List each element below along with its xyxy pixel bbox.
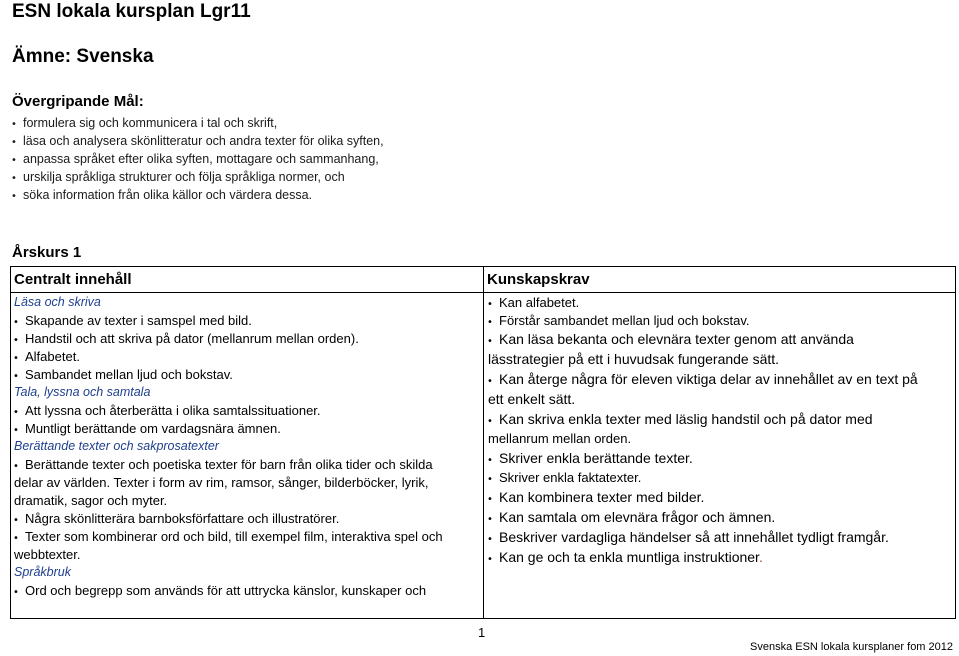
- knowledge-item: • Kan läsa bekanta och elevnära texter genom att använda: [487, 331, 854, 347]
- bullet-icon: •: [487, 455, 493, 466]
- bullet-icon: •: [13, 353, 19, 364]
- bullet-icon: •: [487, 416, 493, 427]
- bullet-icon: •: [11, 191, 17, 202]
- knowledge-item: • Kan återge några för eleven viktiga delar av innehållet av en text på: [487, 371, 918, 387]
- bullet-icon: •: [487, 317, 493, 328]
- bullet-icon: •: [487, 336, 493, 347]
- content-header-cell: [11, 267, 484, 293]
- knowledge-item: • Förstår sambandet mellan ljud och bokstav.: [487, 313, 750, 328]
- content-item: • Att lyssna och återberätta i olika samtalssituationer.: [13, 403, 321, 418]
- bullet-icon: •: [13, 515, 19, 526]
- content-item: • Berättande texter och poetiska texter för barn från olika tider och skilda: [13, 457, 433, 472]
- bullet-icon: •: [11, 173, 17, 184]
- bullet-icon: •: [487, 514, 493, 525]
- knowledge-cell: [484, 293, 956, 619]
- category-label: Tala, lyssna och samtala: [14, 385, 151, 399]
- knowledge-heading: Kunskapskrav: [487, 271, 590, 288]
- content-item: • Skapande av texter i samspel med bild.: [13, 313, 252, 328]
- category-label: Läsa och skriva: [14, 295, 101, 309]
- bullet-icon: •: [487, 554, 493, 565]
- content-item: • Några skönlitterära barnboksförfattare och illustratörer.: [13, 511, 340, 526]
- knowledge-item: • Skriver enkla berättande texter.: [487, 450, 693, 466]
- grade-heading: Årskurs 1: [12, 244, 82, 261]
- bullet-icon: •: [13, 317, 19, 328]
- goal-item: • urskilja språkliga strukturer och följa språkliga normer, och: [11, 170, 345, 184]
- goal-item: • anpassa språket efter olika syften, mottagare och sammanhang,: [11, 152, 379, 166]
- knowledge-item: • Kan ge och ta enkla muntliga instruktioner.: [487, 549, 763, 565]
- content-item: • Texter som kombinerar ord och bild, till exempel film, interaktiva spel och: [13, 529, 443, 544]
- bullet-icon: •: [487, 376, 493, 387]
- bullet-icon: •: [13, 533, 19, 544]
- knowledge-item: • Kan samtala om elevnära frågor och ämnen.: [487, 509, 776, 525]
- knowledge-item: • Kan alfabetet.: [487, 295, 580, 310]
- content-item-continued: webbtexter.: [14, 547, 81, 562]
- content-heading: Centralt innehåll: [14, 271, 132, 288]
- goal-item: • söka information från olika källor och värdera dessa.: [11, 188, 313, 202]
- content-item: • Alfabetet.: [13, 349, 80, 364]
- knowledge-item: • Kan kombinera texter med bilder.: [487, 489, 705, 505]
- bullet-icon: •: [13, 461, 19, 472]
- period-mark: .: [758, 549, 763, 565]
- bullet-icon: •: [487, 494, 493, 505]
- bullet-icon: •: [13, 587, 19, 598]
- page-footer: Svenska ESN lokala kursplaner fom 2012: [750, 641, 953, 653]
- content-item: • Sambandet mellan ljud och bokstav.: [13, 367, 233, 382]
- knowledge-header-cell: [484, 267, 956, 293]
- category-label: Språkbruk: [14, 565, 71, 579]
- bullet-icon: •: [487, 534, 493, 545]
- subject-heading: Ämne: Svenska: [12, 46, 154, 67]
- bullet-icon: •: [13, 335, 19, 346]
- goal-item: • formulera sig och kommunicera i tal och skrift,: [11, 116, 278, 130]
- bullet-icon: •: [11, 155, 17, 166]
- knowledge-item-continued: lässtrategier på ett i huvudsak fungerande sätt.: [488, 351, 780, 367]
- content-item: • Handstil och att skriva på dator (mellanrum mellan orden).: [13, 331, 359, 346]
- content-cell: [11, 293, 484, 619]
- goal-item: • läsa och analysera skönlitteratur och andra texter för olika syften,: [11, 134, 384, 148]
- knowledge-item: • Skriver enkla faktatexter.: [487, 470, 642, 485]
- category-label: Berättande texter och sakprosatexter: [14, 439, 219, 453]
- knowledge-item: • Beskriver vardagliga händelser så att innehållet tydligt framgår.: [487, 529, 889, 545]
- curriculum-table: [10, 266, 956, 619]
- knowledge-item: • Kan skriva enkla texter med läslig handstil och på dator med: [487, 411, 873, 427]
- bullet-icon: •: [13, 407, 19, 418]
- goals-heading: Övergripande Mål:: [12, 93, 144, 110]
- content-item-continued: dramatik, sagor och myter.: [14, 493, 168, 508]
- knowledge-item-continued: mellanrum mellan orden.: [488, 431, 632, 446]
- content-item: • Muntligt berättande om vardagsnära ämnen.: [13, 421, 281, 436]
- document-title: ESN lokala kursplan Lgr11: [12, 1, 251, 22]
- content-item-continued: delar av världen. Texter i form av rim, ramsor, sånger, bilderböcker, lyrik,: [14, 475, 429, 490]
- bullet-icon: •: [11, 137, 17, 148]
- bullet-icon: •: [487, 299, 493, 310]
- bullet-icon: •: [13, 371, 19, 382]
- bullet-icon: •: [13, 425, 19, 436]
- content-item: • Ord och begrepp som används för att uttrycka känslor, kunskaper och: [13, 583, 427, 598]
- page-number: 1: [478, 625, 486, 640]
- knowledge-item-continued: ett enkelt sätt.: [488, 391, 576, 407]
- bullet-icon: •: [487, 474, 493, 485]
- bullet-icon: •: [11, 119, 17, 130]
